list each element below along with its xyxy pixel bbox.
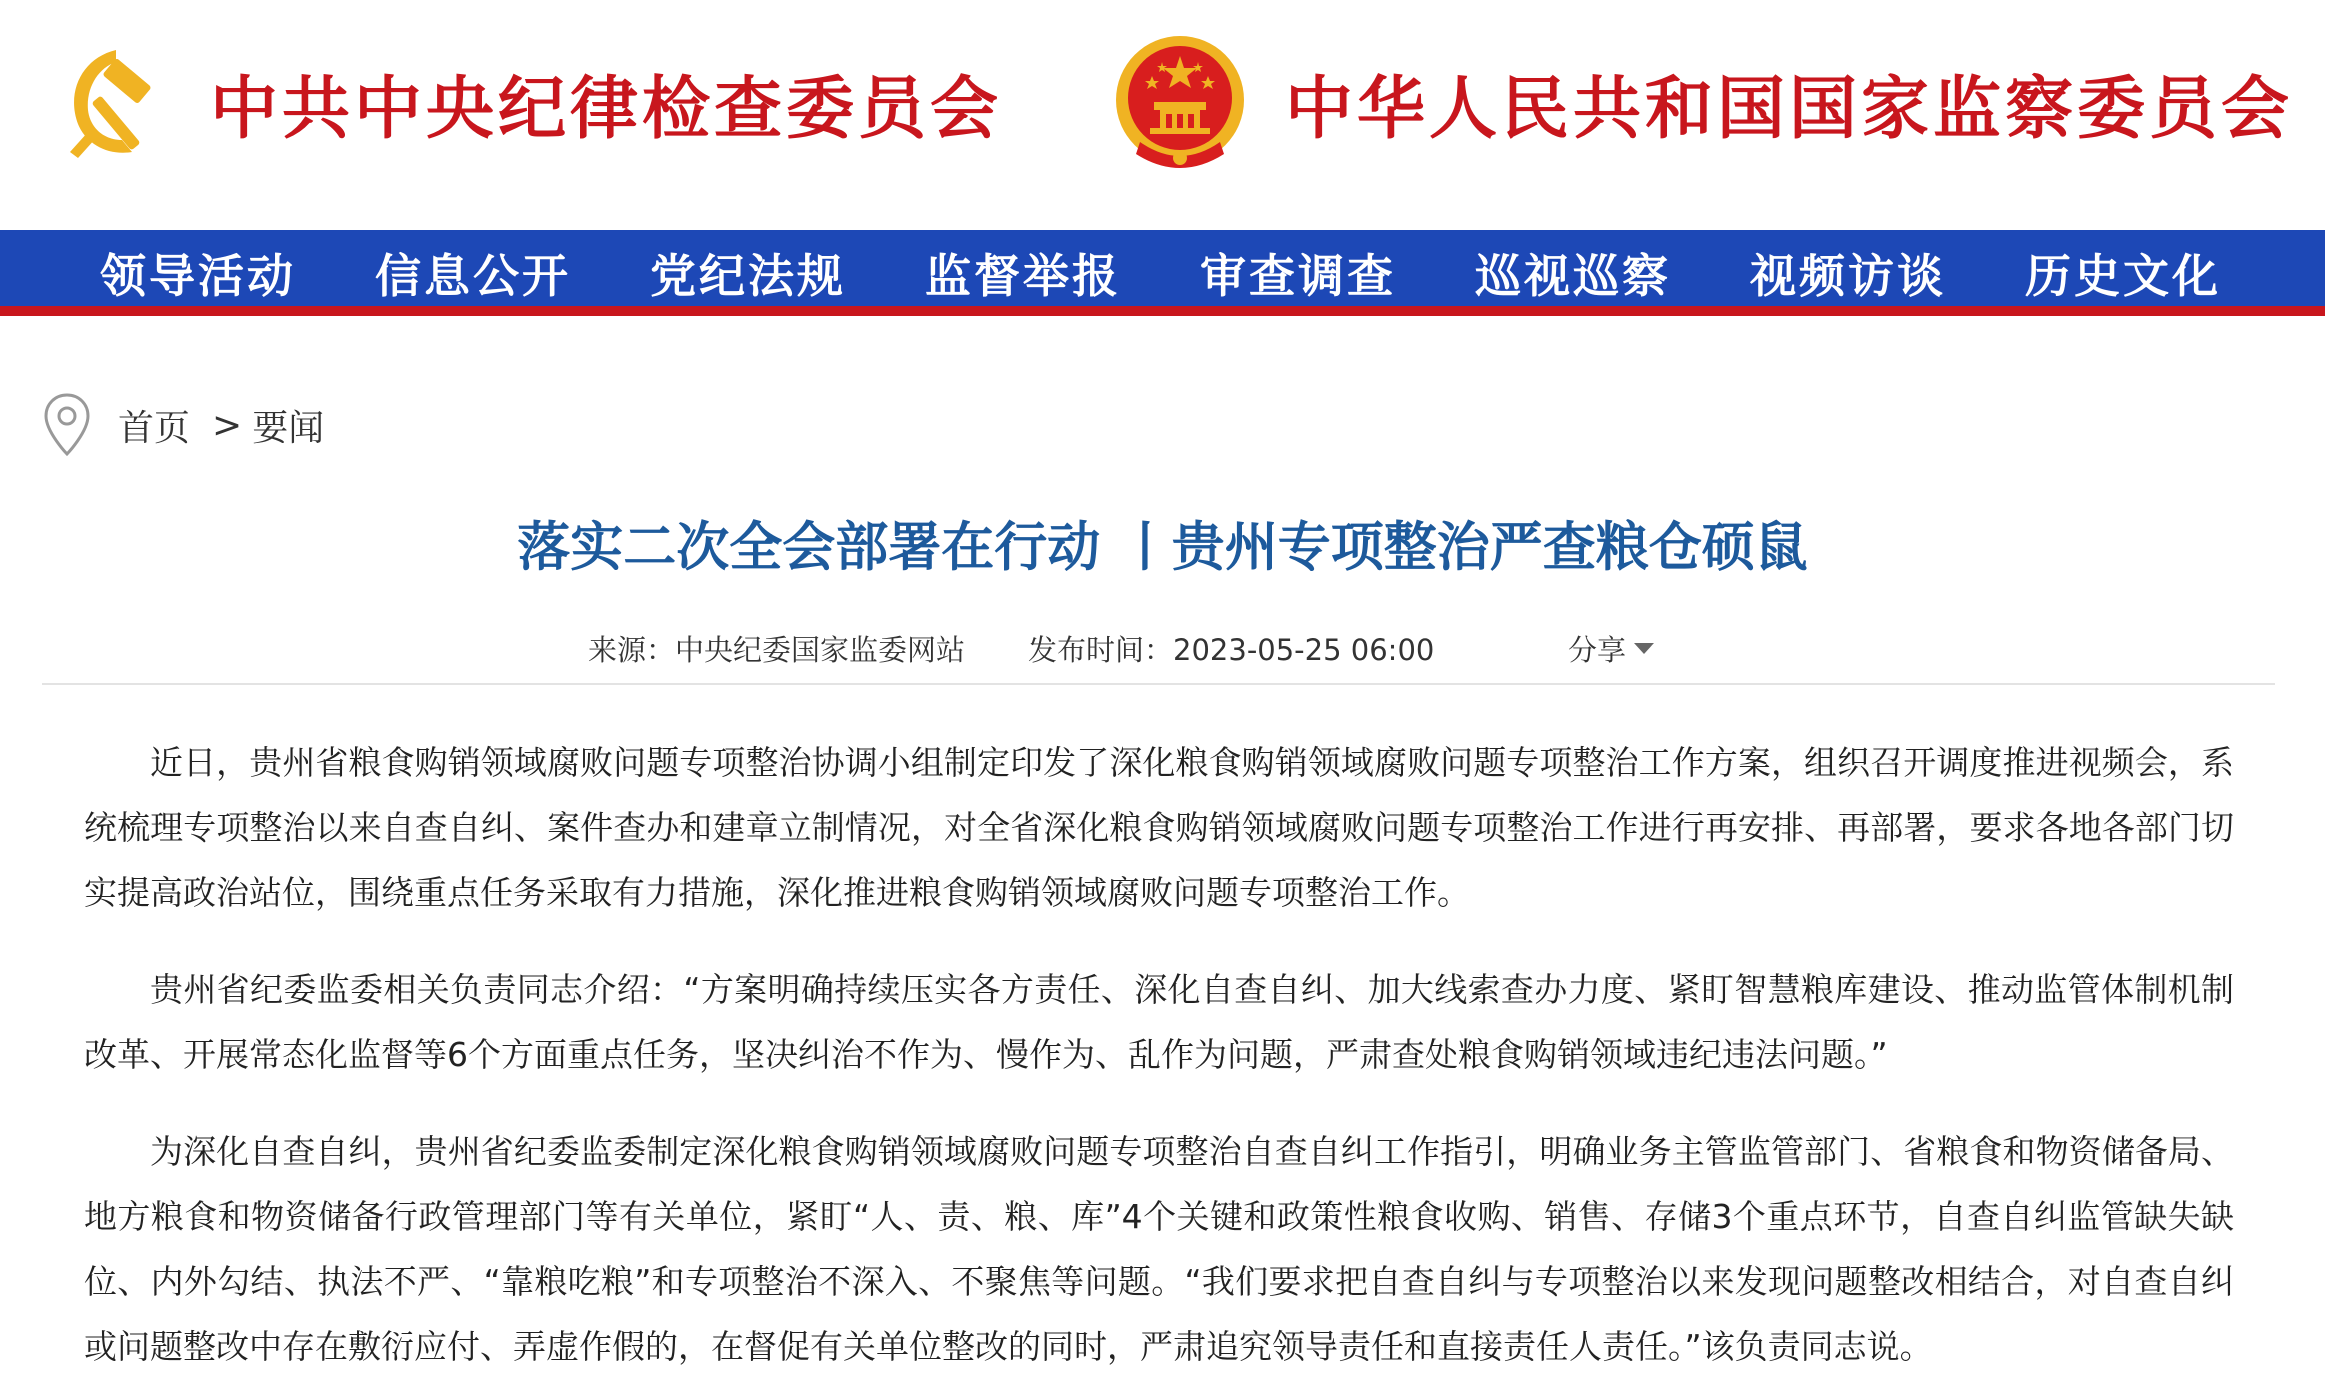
nav-item-video-interview[interactable]: 视频访谈 [1750, 249, 1946, 303]
hammer-sickle-emblem-icon[interactable] [52, 40, 180, 168]
nav-item-party-regulations[interactable]: 党纪法规 [650, 249, 846, 303]
article-paragraph: 贵州省纪委监委相关负责同志介绍：“方案明确持续压实各方责任、深化自查自纠、加大线索查办力度、紧盯智慧粮库建设、推动监管体制机制改革、开展常态化监督等6个方面重点任务，坚决纠治不作为、慢作为、乱作为问题，严肃查处粮食购销领域违纪违法问题。” [84, 970, 2234, 1074]
breadcrumb-home-link[interactable]: 首页 [118, 407, 191, 449]
national-emblem-icon[interactable] [1110, 30, 1250, 180]
article-meta [0, 628, 2325, 668]
nav-item-inspection[interactable]: 巡视巡察 [1475, 249, 1671, 303]
site-header [0, 0, 2325, 230]
breadcrumb-current-link[interactable]: 要闻 [252, 407, 325, 449]
nav-item-investigation[interactable]: 审查调查 [1200, 249, 1396, 303]
article-publish-time [1028, 628, 1434, 669]
share-button[interactable] [1568, 628, 1654, 669]
breadcrumb [42, 392, 324, 458]
site-title-cdi[interactable]: 中共中央纪律检查委员会 [210, 69, 1003, 149]
article-title: 落实二次全会部署在行动 丨贵州专项整治严查粮仓硕鼠 [517, 517, 1808, 578]
article-body [84, 730, 2234, 1400]
nav-list [100, 230, 2300, 316]
caret-down-icon [1634, 643, 1654, 654]
nav-item-history-culture[interactable]: 历史文化 [2025, 249, 2221, 303]
meta-divider [42, 683, 2275, 685]
nav-item-leadership[interactable]: 领导活动 [100, 249, 296, 303]
publish-time-label: 发布时间： [1028, 633, 1174, 667]
nav-item-report[interactable]: 监督举报 [925, 249, 1121, 303]
main-nav [0, 230, 2325, 316]
site-title-nsc[interactable]: 中华人民共和国国家监察委员会 [1285, 69, 2294, 149]
share-label: 分享 [1568, 633, 1627, 667]
nav-item-info-disclosure[interactable]: 信息公开 [375, 249, 571, 303]
article-paragraph: 为深化自查自纠，贵州省纪委监委制定深化粮食购销领域腐败问题专项整治自查自纠工作指引，明确业务主管监管部门、省粮食和物资储备局、地方粮食和物资储备行政管理部门等有关单位，紧盯“人、责、粮、库”4个关键和政策性粮食收购、销售、存储3个重点环节，自查自纠监管缺失缺位、内外勾结、执法不严、“靠粮吃粮”和专项整治不深入、不聚焦等问题。“我们要求把自查自纠与专项整治以来发现问题整改相结合，对自查自纠或问题整改中存在敷衍应付、弄虚作假的，在督促有关单位整改的同时，严肃追究领导责任和直接责任人责任。”该负责同志说。 [84, 1132, 2234, 1366]
breadcrumb-separator: > [212, 404, 243, 446]
publish-time-value: 2023-05-25 06:00 [1173, 633, 1435, 667]
article-paragraph: 近日，贵州省粮食购销领域腐败问题专项整治协调小组制定印发了深化粮食购销领域腐败问题专项整治工作方案，组织召开调度推进视频会，系统梳理专项整治以来自查自纠、案件查办和建章立制情况，对全省深化粮食购销领域腐败问题专项整治工作进行再安排、再部署，要求各地各部门切实提高政治站位，围绕重点任务采取有力措施，深化推进粮食购销领域腐败问题专项整治工作。 [84, 743, 2234, 912]
article-source: 来源：中央纪委国家监委网站 [588, 633, 966, 667]
location-pin-icon [42, 392, 92, 458]
